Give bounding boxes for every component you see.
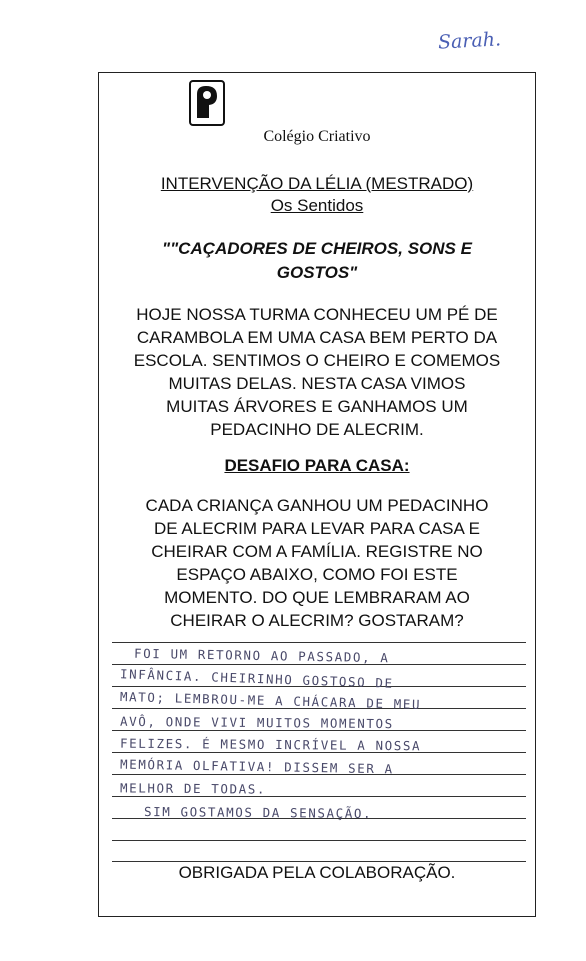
handwritten-answer-line: FELIZES. É MESMO INCRÍVEL A NOSSA xyxy=(119,735,422,754)
challenge-heading: DESAFIO PARA CASA: xyxy=(224,456,410,475)
page-subtitle: Os Sentidos xyxy=(270,196,364,215)
school-name: Colégio Criativo xyxy=(263,128,371,145)
challenge-line: CADA CRIANÇA GANHOU UM PEDACINHO xyxy=(145,496,489,515)
story-line: MUITAS DELAS. NESTA CASA VIMOS xyxy=(168,374,466,393)
thanks-footer: OBRIGADA PELA COLABORAÇÃO. xyxy=(178,863,456,882)
school-logo xyxy=(189,80,225,126)
project-title-line: GOSTOS" xyxy=(276,263,358,282)
challenge-line: CHEIRAR O ALECRIM? GOSTARAM? xyxy=(170,611,464,630)
handwritten-answer-line: FOI UM RETORNO AO PASSADO, A xyxy=(133,645,390,666)
challenge-line: MOMENTO. DO QUE LEMBRARAM AO xyxy=(164,588,470,607)
handwritten-answer-line: SIM GOSTAMOS DA SENSAÇÃO. xyxy=(143,804,373,821)
story-line: HOJE NOSSA TURMA CONHECEU UM PÉ DE xyxy=(136,305,498,324)
project-title-line: ""CAÇADORES DE CHEIROS, SONS E xyxy=(162,239,472,258)
handwritten-name: Sarah. xyxy=(437,28,502,54)
handwritten-answer-line: MEMÓRIA OLFATIVA! DISSEM SER A xyxy=(119,756,394,777)
story-paragraph xyxy=(108,303,526,441)
ruled-line xyxy=(112,861,526,862)
story-line: CARAMBOLA EM UMA CASA BEM PERTO DA xyxy=(136,328,498,347)
challenge-line: CHEIRAR COM A FAMÍLIA. REGISTRE NO xyxy=(151,542,483,561)
project-title xyxy=(130,237,504,285)
handwritten-answer-line: MATO; LEMBROU-ME A CHÁCARA DE MEU xyxy=(119,689,422,712)
ruled-line xyxy=(112,840,526,841)
challenge-line: DE ALECRIM PARA LEVAR PARA CASA E xyxy=(154,519,480,538)
story-line: PEDACINHO DE ALECRIM. xyxy=(210,420,424,439)
page-title: INTERVENÇÃO DA LÉLIA (MESTRADO) xyxy=(160,174,474,193)
story-line: ESCOLA. SENTIMOS O CHEIRO E COMEMOS xyxy=(133,351,501,370)
ruled-line xyxy=(112,796,526,797)
handwritten-answer-line: MELHOR DE TODAS. xyxy=(119,780,267,797)
ruled-line xyxy=(112,642,526,643)
ruled-line xyxy=(112,664,526,665)
challenge-line: ESPAÇO ABAIXO, COMO FOI ESTE xyxy=(176,565,458,584)
challenge-paragraph xyxy=(108,494,526,632)
handwritten-answer-line: AVÔ, ONDE VIVI MUITOS MOMENTOS xyxy=(119,713,394,732)
story-line: MUITAS ÁRVORES E GANHAMOS UM xyxy=(166,397,468,416)
handwritten-answer-line: INFÂNCIA. CHEIRINHO GOSTOSO DE xyxy=(119,666,394,691)
